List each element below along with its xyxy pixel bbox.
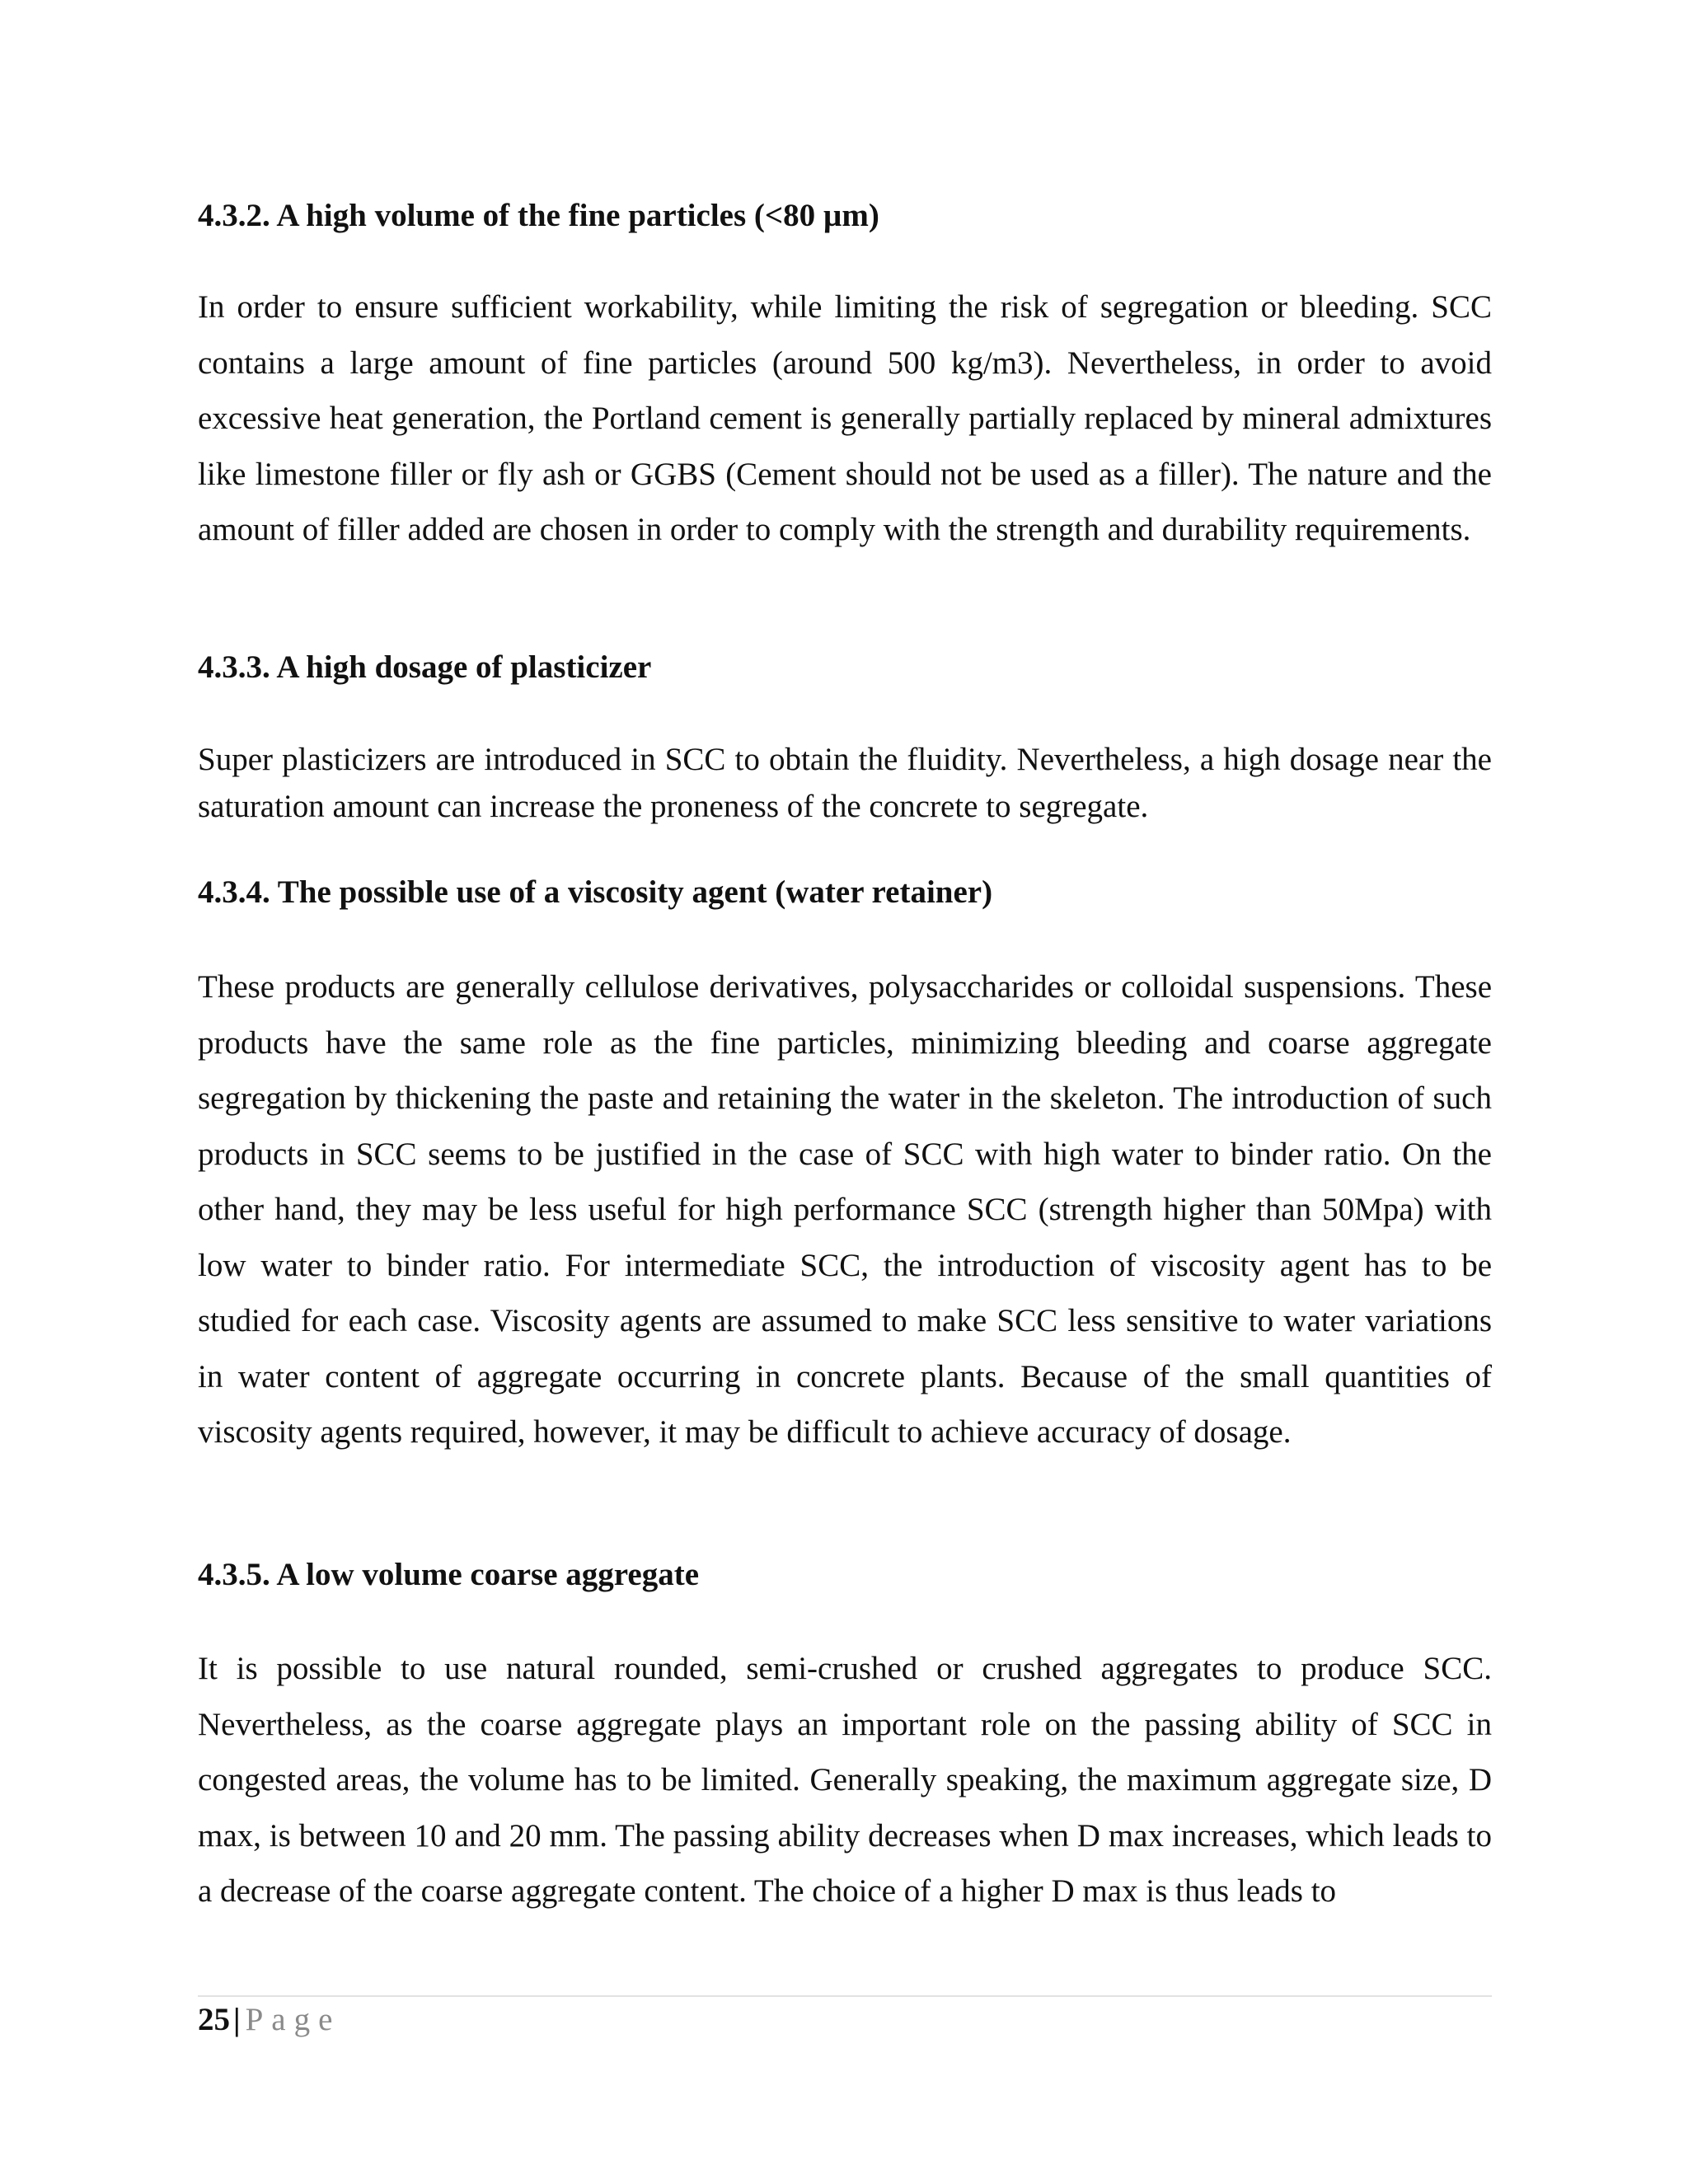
section-heading-4-3-3: 4.3.3. A high dosage of plasticizer (198, 649, 652, 685)
section-body-4-3-2: In order to ensure sufficient workability, while limiting the risk of segregation or bleeding. SCC contains a large amount of fine particles (around 500 kg/m3). Nevertheless, in order to avoid excessive heat generation, the Portland cement is generally partially replaced by mineral admixtures like limestone filler or fly ash or GGBS (Cement should not be used as a filler). The nature and the amount of filler added are chosen in order to comply with the strength and durability requirements. (198, 289, 1492, 547)
page-label: Page (245, 2002, 341, 2037)
section-heading-4-3-5: 4.3.5. A low volume coarse aggregate (198, 1557, 700, 1592)
section-heading-4-3-4: 4.3.4. The possible use of a viscosity agent (water retainer) (198, 874, 993, 910)
page-number: 25 (198, 2002, 230, 2037)
page-footer (198, 2001, 340, 2039)
document-page (198, 0, 1492, 2184)
section-body-4-3-5: It is possible to use natural rounded, semi-crushed or crushed aggregates to produce SCC. Nevertheless, as the coarse aggregate plays an important role on the passing ability of SCC in congested areas, the volume has to be limited. Generally speaking, the maximum aggregate size, D max, is between 10 and 20 mm. The passing ability decreases when D max increases, which leads to a decrease of the coarse aggregate content. The choice of a higher D max is thus leads to (198, 1651, 1492, 1909)
section-body-4-3-4: These products are generally cellulose derivatives, polysaccharides or colloidal suspensions. These products have the same role as the fine particles, minimizing bleeding and coarse aggregate segregation by thickening the paste and retaining the water in the skeleton. The introduction of such products in SCC seems to be justified in the case of SCC with high water to binder ratio. On the other hand, they may be less useful for high performance SCC (strength higher than 50Mpa) with low water to binder ratio. For intermediate SCC, the introduction of viscosity agent has to be studied for each case. Viscosity agents are assumed to make SCC less sensitive to water variations in water content of aggregate occurring in concrete plants. Because of the small quantities of viscosity agents required, however, it may be difficult to achieve accuracy of dosage. (198, 969, 1492, 1450)
section-heading-4-3-2: 4.3.2. A high volume of the fine particles (<80 µm) (198, 198, 879, 233)
section-body-4-3-3: Super plasticizers are introduced in SCC to obtain the fluidity. Nevertheless, a high dosage near the saturation amount can increase the proneness of the concrete to segregate. (198, 742, 1492, 824)
footer-separator: | (233, 2002, 241, 2037)
footer-divider (198, 1995, 1492, 1997)
